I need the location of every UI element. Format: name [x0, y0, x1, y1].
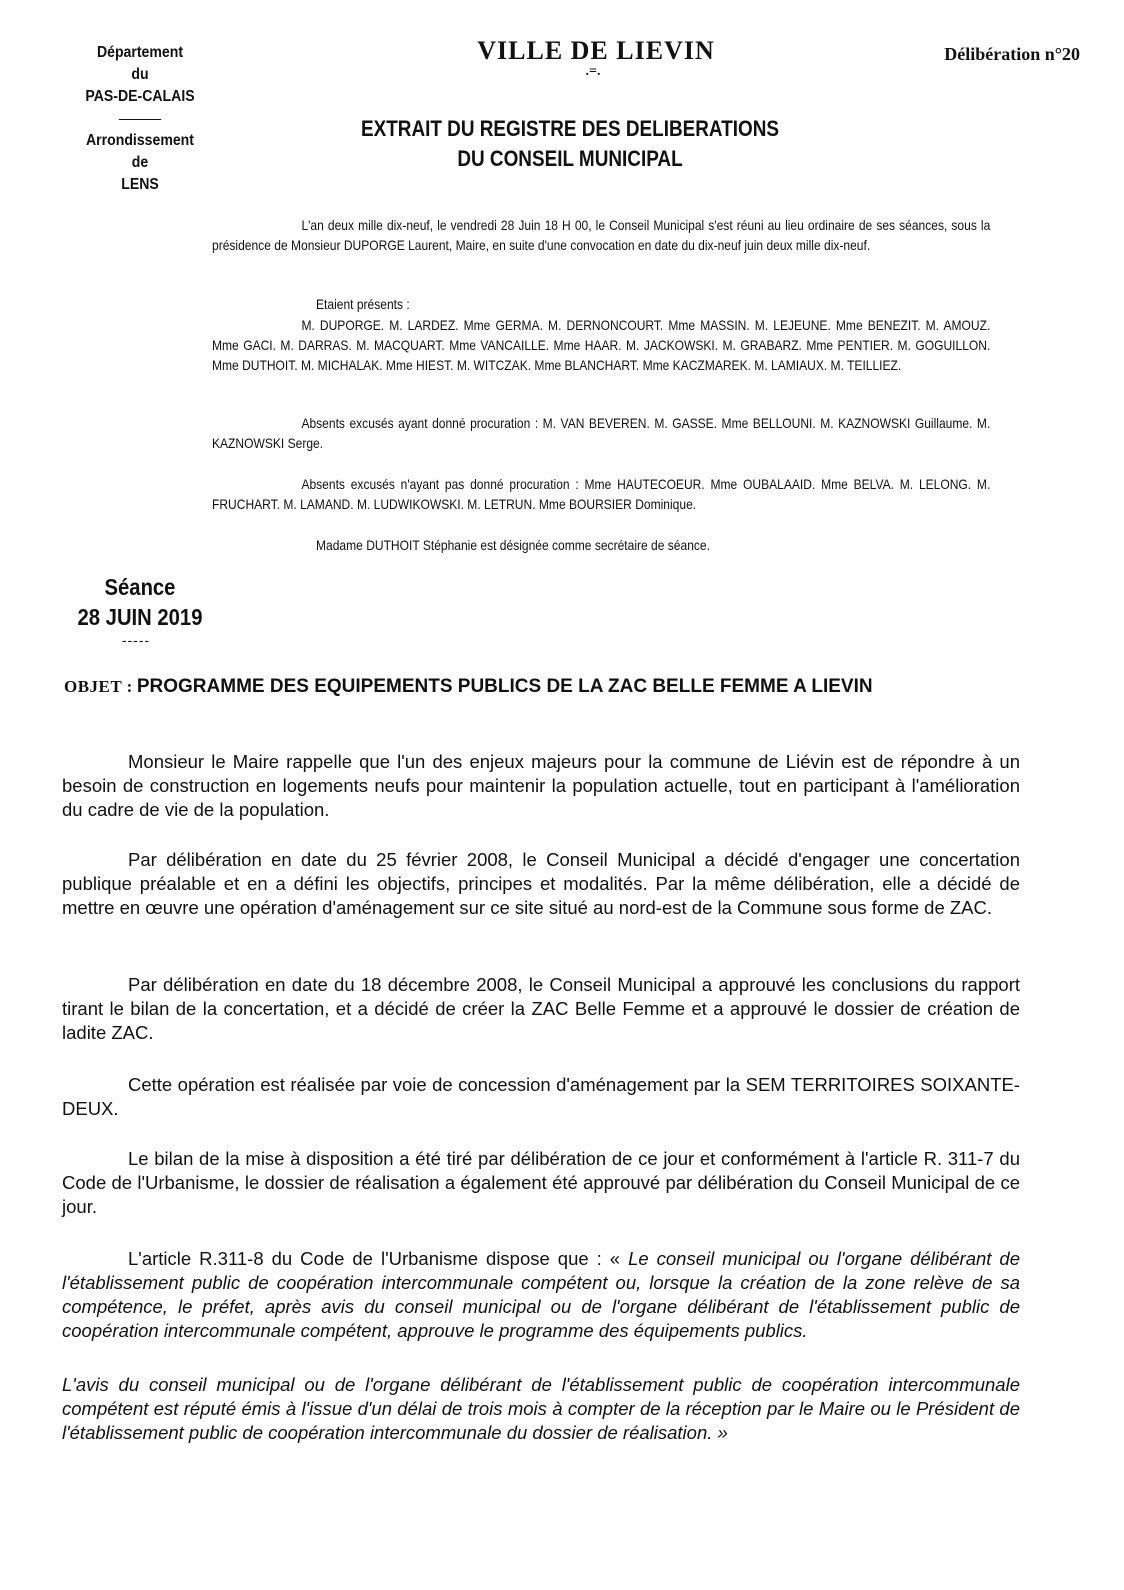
subject-line — [64, 676, 1064, 698]
absents-with-proxy: Absents excusés ayant donné procuration : M. VAN BEVEREN. M. GASSE. Mme BELLOUNI. M. KAZNOWSKI Guillaume. M. KAZNOWSKI Serge. — [212, 415, 991, 451]
session-date: 28 JUIN 2019 — [77, 604, 203, 630]
paragraph-4: Cette opération est réalisée par voie de concession d'aménagement par la SEM TERRITOIRES SOIXANTE-DEUX. — [62, 1074, 1020, 1119]
department-block — [52, 42, 228, 196]
meeting-intro: L'an deux mille dix-neuf, le vendredi 28 Juin 18 H 00, le Conseil Municipal s'est réuni au lieu ordinaire de ses séances, sous la présidence de Monsieur DUPORGE Laurent, Maire, en suite d'une convocation en date du dix-neuf juin deux mille dix-neuf. — [212, 217, 991, 253]
paragraph-6-continued — [62, 1373, 1020, 1445]
quote-part-1: Le conseil municipal ou l'organe délibérant de l'établissement public de coopération intercommunale compétent ou, lorsque la création de la zone relève de sa compétence, le préfet, après avis du conseil municipal ou de l'organe délibérant de l'établissement public de coopération intercommunale compétent, approuve le programme des équipements publics. — [62, 1248, 1020, 1341]
quote-part-2: L'avis du conseil municipal ou de l'organe délibérant de l'établissement public de coopération intercommunale compétent est réputé émis à l'issue d'un délai de trois mois à compter de la réception par le Maire ou le Président de l'établissement public de coopération intercommunale du dossier de réalisation. — [62, 1374, 1020, 1443]
paragraph-1: Monsieur le Maire rappelle que l'un des enjeux majeurs pour la commune de Liévin est de répondre à un besoin de construction en logements neufs pour maintenir la population actuelle, tout en participant à l'amélioration du cadre de vie de la population. — [62, 751, 1020, 820]
city-title: VILLE DE LIEVIN — [477, 36, 715, 65]
department-label: Département — [96, 44, 184, 61]
subject-text: PROGRAMME DES EQUIPEMENTS PUBLICS DE LA ZAC BELLE FEMME A LIEVIN — [136, 676, 873, 697]
divider — [119, 119, 161, 120]
session-block — [52, 572, 228, 632]
department-du: du — [131, 66, 149, 83]
presents-list: M. DUPORGE. M. LARDEZ. Mme GERMA. M. DERNONCOURT. Mme MASSIN. M. LEJEUNE. Mme BENEZIT. M. AMOUZ. Mme GACI. M. DARRAS. M. MACQUART. Mme VANCAILLE. Mme HAAR. M. JACKOWSKI. M. GRABARZ. Mme PENTIER. M. GOGUILLON. Mme DUTHOIT. M. MICHALAK. Mme HIEST. M. WITCZAK. Mme BLANCHART. Mme KACZMAREK. M. LAMIAUX. M. TEILLIEZ. — [212, 317, 991, 373]
presents-label: Etaient présents : — [316, 296, 410, 312]
paragraph-6 — [62, 1247, 1020, 1343]
paragraph-2: Par délibération en date du 25 février 2008, le Conseil Municipal a décidé d'engager une concertation publique préalable et en a défini les objectifs, principes et modalités. Par la même délibération, elle a décidé de mettre en œuvre une opération d'aménagement sur ce site situé au nord-est de la Commune sous forme de ZAC. — [62, 849, 1020, 918]
arrondissement-name: LENS — [121, 176, 159, 193]
arrondissement-label: Arrondissement — [86, 132, 194, 149]
secretary-line: Madame DUTHOIT Stéphanie est désignée comme secrétaire de séance. — [316, 537, 710, 553]
department-name: PAS-DE-CALAIS — [85, 88, 195, 105]
paragraph-6-intro: L'article R.311-8 du Code de l'Urbanisme dispose que : « — [128, 1248, 621, 1269]
session-label: Séance — [104, 574, 176, 600]
deliberation-number: Délibération n°20 — [944, 44, 1080, 64]
subject-label: OBJET : — [64, 677, 133, 696]
session-dashes: ----- — [121, 632, 151, 648]
register-title-line1: EXTRAIT DU REGISTRE DES DELIBERATIONS — [360, 116, 780, 141]
arrondissement-de: de — [131, 154, 149, 171]
paragraph-3: Par délibération en date du 18 décembre 2008, le Conseil Municipal a approuvé les conclusions du rapport tirant le bilan de la concertation, et a décidé de créer la ZAC Belle Femme et a approuvé le dossier de création de ladite ZAC. — [62, 974, 1020, 1043]
title-separator: .=. — [585, 64, 601, 79]
register-title — [303, 114, 836, 174]
quote-close: » — [717, 1422, 728, 1443]
absents-without-proxy: Absents excusés n'ayant pas donné procuration : Mme HAUTECOEUR. Mme OUBALAAID. Mme BELVA. M. LELONG. M. FRUCHART. M. LAMAND. M. LUDWIKOWSKI. M. LETRUN. Mme BOURSIER Dominique. — [212, 476, 991, 512]
paragraph-5: Le bilan de la mise à disposition a été tiré par délibération de ce jour et conformément à l'article R. 311-7 du Code de l'Urbanisme, le dossier de réalisation a également été approuvé par délibération du Conseil Municipal de ce jour. — [62, 1148, 1020, 1217]
register-title-line2: DU CONSEIL MUNICIPAL — [457, 146, 683, 171]
